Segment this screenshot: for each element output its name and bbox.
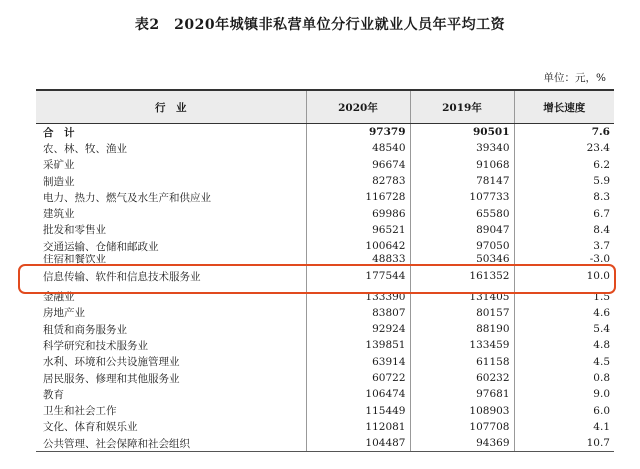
growth-cell: 10.0 [514, 264, 614, 288]
industry-cell: 租赁和商务服务业 [43, 323, 127, 336]
wage-2020-cell: 100642 [306, 238, 410, 254]
wage-2020-cell: 69986 [306, 205, 410, 221]
table-row [36, 354, 614, 370]
growth-cell: 6.7 [514, 205, 614, 221]
wage-2020-cell: 104487 [306, 435, 410, 452]
table-row-highlighted [36, 264, 614, 288]
wage-2020-cell: 92924 [306, 321, 410, 337]
wage-2019-cell: 65580 [410, 205, 514, 221]
wage-table [36, 89, 614, 452]
growth-cell: 4.8 [514, 337, 614, 353]
header-row [36, 90, 614, 124]
table-row [36, 402, 614, 418]
wage-2020-cell: 139851 [306, 337, 410, 353]
wage-2020-cell: 48540 [306, 140, 410, 156]
wage-2020-cell: 63914 [306, 354, 410, 370]
table-row [36, 140, 614, 156]
wage-2020-cell: 112081 [306, 419, 410, 435]
wage-2019-cell: 78147 [410, 173, 514, 189]
wage-2020-cell: 106474 [306, 386, 410, 402]
growth-cell: 0.8 [514, 370, 614, 386]
wage-2020-cell: 116728 [306, 189, 410, 205]
growth-cell: 23.4 [514, 140, 614, 156]
header-growth: 增长速度 [514, 90, 614, 124]
industry-cell: 采矿业 [43, 159, 75, 172]
unit-note: 单位：元，% [543, 72, 606, 84]
growth-cell: 5.4 [514, 321, 614, 337]
header-2019: 2019年 [410, 90, 514, 124]
table-row [36, 370, 614, 386]
total-growth: 7.6 [514, 124, 614, 141]
wage-2020-cell: 177544 [306, 264, 410, 288]
growth-cell: 10.7 [514, 435, 614, 452]
industry-cell: 教育 [43, 388, 64, 401]
growth-cell: 1.5 [514, 288, 614, 304]
growth-cell: 8.3 [514, 189, 614, 205]
industry-cell: 批发和零售业 [43, 224, 106, 237]
industry-cell: 农、林、牧、渔业 [43, 142, 127, 155]
wage-2019-cell: 39340 [410, 140, 514, 156]
wage-2020-cell: 115449 [306, 402, 410, 418]
wage-2019-cell: 88190 [410, 321, 514, 337]
table-row [36, 419, 614, 435]
industry-cell: 金融业 [43, 291, 75, 304]
wage-2019-cell: 60232 [410, 370, 514, 386]
growth-cell: 6.0 [514, 402, 614, 418]
wage-2019-cell: 131405 [410, 288, 514, 304]
wage-2020-cell: 60722 [306, 370, 410, 386]
total-row [36, 124, 614, 141]
wage-2019-cell: 97050 [410, 238, 514, 254]
table-row [36, 238, 614, 254]
table-row [36, 173, 614, 189]
header-industry: 行 业 [36, 90, 306, 124]
total-2019: 90501 [410, 124, 514, 141]
industry-cell: 电力、热力、燃气及水生产和供应业 [43, 191, 211, 204]
table-row [36, 337, 614, 353]
growth-cell: 8.4 [514, 222, 614, 238]
total-2020: 97379 [306, 124, 410, 141]
table-row [36, 386, 614, 402]
wage-2019-cell: 91068 [410, 157, 514, 173]
growth-cell: -3.0 [514, 254, 614, 264]
industry-cell: 房地产业 [43, 307, 85, 320]
growth-cell: 6.2 [514, 157, 614, 173]
table-row [36, 305, 614, 321]
industry-cell: 信息传输、软件和信息技术服务业 [43, 270, 201, 283]
industry-cell: 制造业 [43, 175, 75, 188]
wage-2019-cell: 94369 [410, 435, 514, 452]
industry-cell: 住宿和餐饮业 [43, 254, 106, 265]
wage-2019-cell: 161352 [410, 264, 514, 288]
wage-2019-cell: 50346 [410, 254, 514, 264]
table-row [36, 157, 614, 173]
wage-2019-cell: 107708 [410, 419, 514, 435]
header-2020: 2020年 [306, 90, 410, 124]
industry-cell: 交通运输、仓储和邮政业 [43, 240, 159, 253]
wage-2019-cell: 108903 [410, 402, 514, 418]
total-label: 合 计 [43, 126, 75, 139]
table-title: 表2 2020年城镇非私营单位分行业就业人员年平均工资 [134, 17, 506, 33]
industry-cell: 科学研究和技术服务业 [43, 339, 148, 352]
wage-2019-cell: 107733 [410, 189, 514, 205]
table-row [36, 205, 614, 221]
table-row-partially-hidden [36, 254, 614, 264]
table-row [36, 189, 614, 205]
wage-2020-cell: 96674 [306, 157, 410, 173]
growth-cell: 4.5 [514, 354, 614, 370]
wage-2019-cell: 89047 [410, 222, 514, 238]
wage-2019-cell: 61158 [410, 354, 514, 370]
growth-cell: 9.0 [514, 386, 614, 402]
industry-cell: 卫生和社会工作 [43, 405, 117, 418]
industry-cell: 建筑业 [43, 208, 75, 221]
growth-cell: 4.1 [514, 419, 614, 435]
growth-cell: 4.6 [514, 305, 614, 321]
wage-2020-cell: 82783 [306, 173, 410, 189]
growth-cell: 5.9 [514, 173, 614, 189]
table-row [36, 321, 614, 337]
growth-cell: 3.7 [514, 238, 614, 254]
wage-2020-cell: 96521 [306, 222, 410, 238]
industry-cell: 文化、体育和娱乐业 [43, 421, 138, 434]
table-row [36, 222, 614, 238]
wage-2019-cell: 97681 [410, 386, 514, 402]
wage-2020-cell: 133390 [306, 288, 410, 304]
table-row [36, 435, 614, 452]
wage-2019-cell: 133459 [410, 337, 514, 353]
wage-2020-cell: 48833 [306, 254, 410, 264]
industry-cell: 居民服务、修理和其他服务业 [43, 372, 180, 385]
industry-cell: 公共管理、社会保障和社会组织 [36, 435, 306, 452]
wage-2020-cell: 83807 [306, 305, 410, 321]
table-row [36, 288, 614, 304]
industry-cell: 水利、环境和公共设施管理业 [43, 356, 180, 369]
wage-2019-cell: 80157 [410, 305, 514, 321]
